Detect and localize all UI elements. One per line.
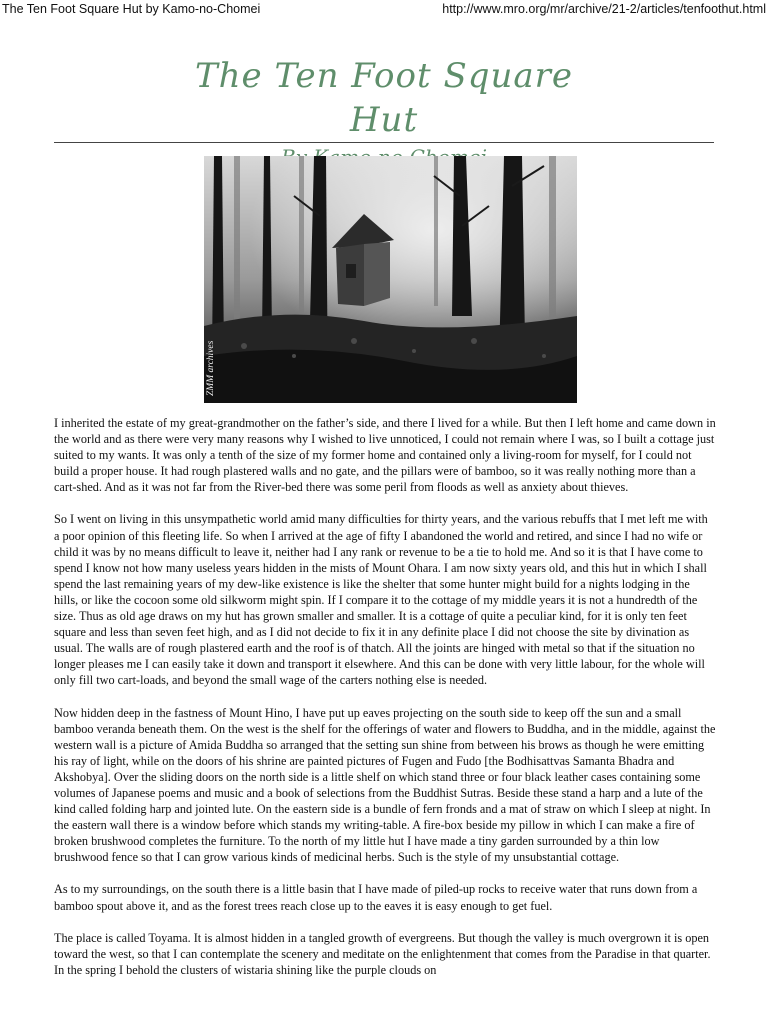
print-header (0, 0, 768, 20)
article-title: The Ten Foot Square Hut (194, 56, 574, 140)
article-body (54, 415, 716, 994)
paragraph: As to my surroundings, on the south there is a little basin that I have made of piled-up rocks to receive water that runs down from a bamboo spout above it, and as the forest trees reach close up to the eaves it is easy enough to get fuel. (54, 882, 698, 913)
article-banner (160, 46, 608, 138)
print-header-title: The Ten Foot Square Hut by Kamo-no-Chomei (2, 2, 261, 16)
print-header-url: http://www.mro.org/mr/archive/21-2/articles/tenfoothut.html (442, 2, 766, 16)
paragraph: The place is called Toyama. It is almost hidden in a tangled growth of evergreens. But though the valley is much overgrown it is open toward the west, so that I can contemplate the scenery and meditate on the enlightenment that comes from the Paradise in that quarter. In the spring I behold the clusters of wistaria shining like the purple clouds on (54, 930, 711, 977)
forest-hut-illustration (204, 156, 577, 403)
header-divider (54, 142, 714, 143)
photo-credit: ZMM archives (206, 340, 216, 396)
paragraph: Now hidden deep in the fastness of Mount Hino, I have put up eaves projecting on the south side to keep off the sun and a small bamboo veranda beneath them. On the west is the shelf for the offerings of water and flowers to Buddha, and in the middle, against the western wall is a picture of Amida Buddha so arranged that the setting sun shine from between his brows as though he were emitting his ray of light, while on the doors of his shrine are painted pictures of Fugen and Fudo [the Bodhisattvas Samanta Bhadra and Akshobya]. Over the sliding doors on the north side is a little shelf on which stand three or four black leather cases containing some volumes of Japanese poems and music and a book of selections from the Buddhist Sutras. Beside these stand a harp and a lute of the kind called folding harp and jointed lute. On the eastern side is a bundle of fern fronds and a mat of straw on which I sleep at night. In the eastern wall there is a window before which stands my writing-table. A fire-box beside my pillow in which I can make a fire of broken brushwood completes the furniture. To the north of my little hut I have made a tiny garden surrounded by a thin low brushwood fence so that I can grow various kinds of medicinal herbs. Such is the style of my unsubstantial cottage. (54, 705, 716, 865)
paragraph: So I went on living in this unsympathetic world amid many difficulties for thirty years, and the various rebuffs that I met left me with a poor opinion of this fleeting life. So when I arrived at the age of fifty I abandoned the world and retired, and since I had no wife or child it was by no means difficult to leave it, neither had I any rank or revenue to be a tie to hold me. And so it is that I have come to spend I know not how many useless years hidden in the mists of Mount Ohara. I am now sixty years old, and this hut in which I shall spend the last remaining years of my dew-like existence is like the shelter that some hunter might build for a nights lodging in the hills, or like the cocoon some old silkworm might spin. If I compare it to the cottage of my middle years it is not a hundredth of the size. Thus as old age draws on my hut has grown smaller and smaller. It is a cottage of quite a peculiar kind, for it is only ten feet square and less than seven feet high, and as I did not decide to fix it in any definite place I did not choose the site by divination as usual. The walls are of rough plastered earth and the roof is of thatch. All the joints are hinged with metal so that if the situation no longer pleases me I can easily take it down and transport it elsewhere. And this can be done with very little labour, for the whole will only fill two cart-loads, and beyond the small wage of the carters nothing else is needed. (54, 512, 708, 688)
forest-hut-photo (204, 156, 577, 403)
paragraph: I inherited the estate of my great-grandmother on the father’s side, and there I lived for a while. But then I left home and came down in the world and as there were very many reasons why I wished to live unnoticed, I could not remain where I was, so I built a cottage just suited to my wants. It was only a tenth of the size of my former home and contained only a living-room for myself, for I could not build a proper house. It had rough plastered walls and no gate, and the pillars were of bamboo, so it was really nothing more than a cart-shed. And as it was not far from the River-bed there was some peril from floods as well as anxiety about thieves. (54, 416, 716, 495)
